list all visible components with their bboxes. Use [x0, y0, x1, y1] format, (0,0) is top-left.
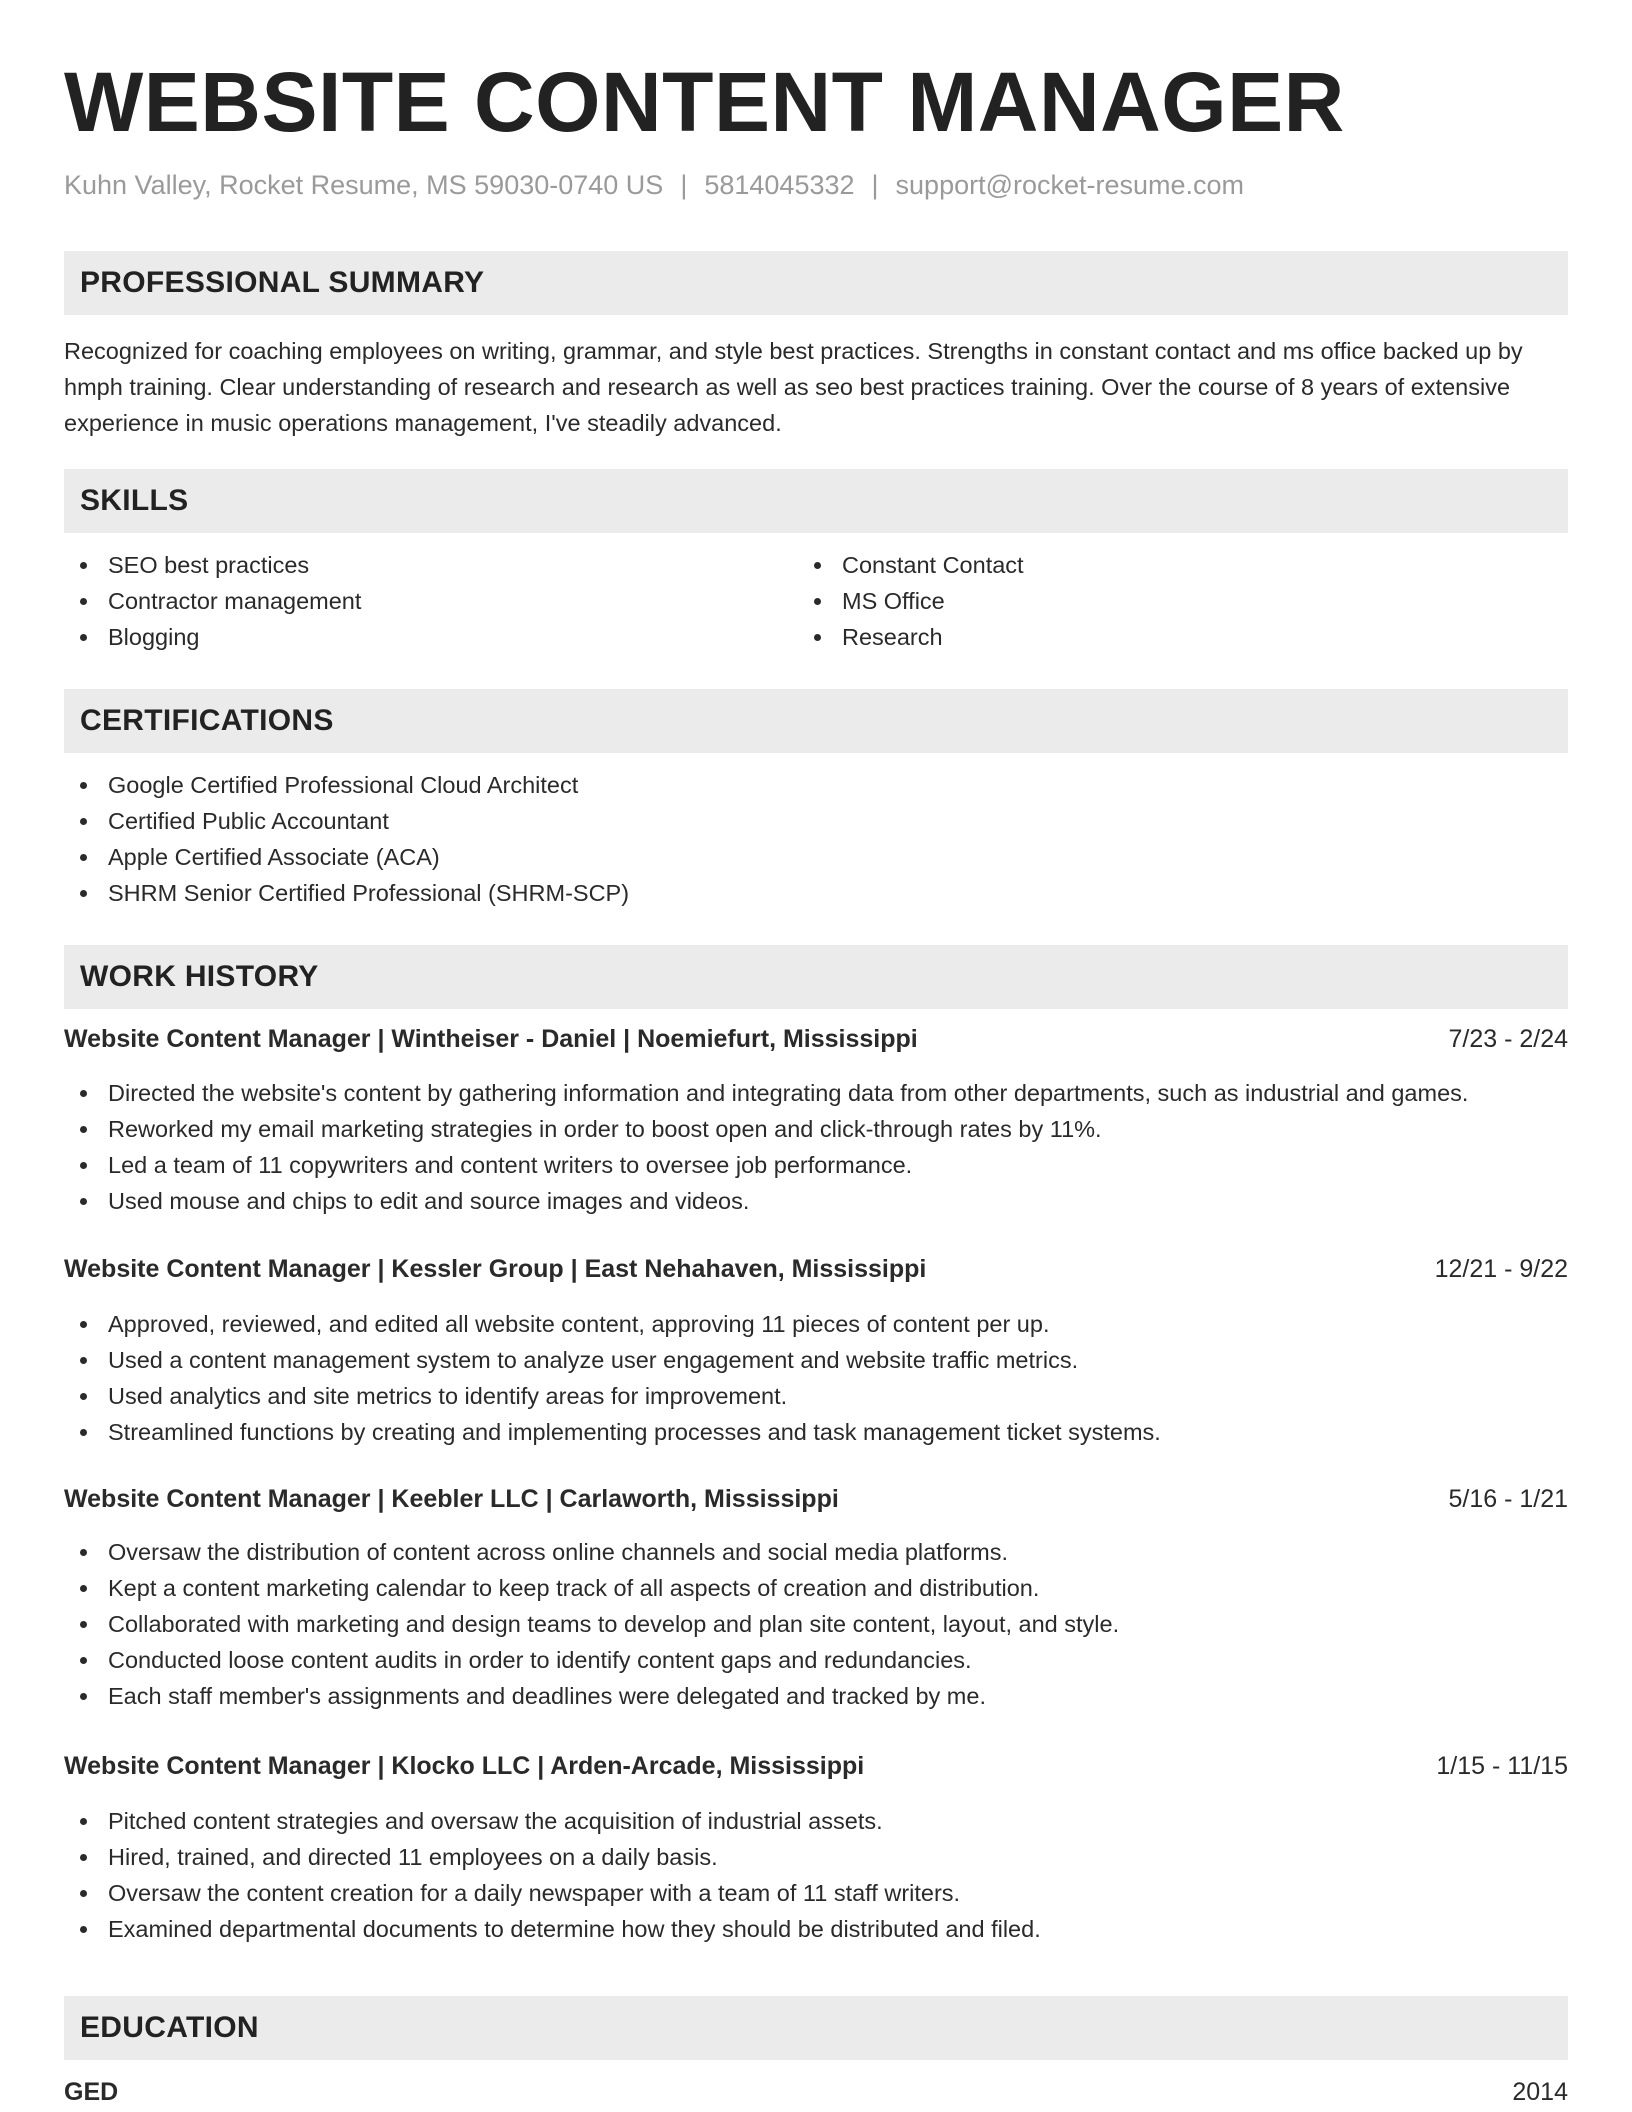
contact-address: Kuhn Valley, Rocket Resume, MS 59030-0740 US	[64, 170, 664, 200]
job-bullet: Approved, reviewed, and edited all website content, approving 11 pieces of content per up.	[64, 1306, 1161, 1342]
job-dates: 7/23 - 2/24	[1448, 1025, 1568, 1053]
job-title: Website Content Manager | Wintheiser - Daniel | Noemiefurt, Mississippi	[64, 1025, 918, 1053]
job-bullet: Led a team of 11 copywriters and content writers to oversee job performance.	[64, 1147, 1468, 1183]
job-bullets	[64, 1803, 1041, 1947]
certification-item: Certified Public Accountant	[64, 803, 629, 839]
contact-separator: |	[680, 170, 688, 200]
section-header-summary	[64, 251, 1568, 315]
contact-phone: 5814045332	[704, 170, 855, 200]
job-title: Website Content Manager | Keebler LLC | Carlaworth, Mississippi	[64, 1485, 839, 1513]
section-header-work-history	[64, 945, 1568, 1009]
job-dates: 5/16 - 1/21	[1448, 1485, 1568, 1513]
section-header-education	[64, 1996, 1568, 2060]
job-bullets	[64, 1075, 1468, 1219]
job-bullet: Oversaw the content creation for a daily newspaper with a team of 11 staff writers.	[64, 1875, 1041, 1911]
section-title-work-history: WORK HISTORY	[80, 960, 319, 993]
job-dates: 1/15 - 11/15	[1436, 1752, 1568, 1780]
skill-item: SEO best practices	[64, 547, 361, 583]
job-bullet: Directed the website's content by gathering information and integrating data from other departments, such as industrial and games.	[64, 1075, 1468, 1111]
job-bullet: Used mouse and chips to edit and source images and videos.	[64, 1183, 1468, 1219]
job-bullet: Kept a content marketing calendar to keep track of all aspects of creation and distribution.	[64, 1570, 1119, 1606]
job-bullets	[64, 1534, 1119, 1714]
job-bullet: Oversaw the distribution of content across online channels and social media platforms.	[64, 1534, 1119, 1570]
job-bullet: Reworked my email marketing strategies in order to boost open and click-through rates by 11%.	[64, 1111, 1468, 1147]
job-dates: 12/21 - 9/22	[1434, 1255, 1568, 1283]
certification-item: Apple Certified Associate (ACA)	[64, 839, 629, 875]
job-bullet: Each staff member's assignments and deadlines were delegated and tracked by me.	[64, 1678, 1119, 1714]
education-degree: GED	[64, 2078, 119, 2106]
job-bullet: Pitched content strategies and oversaw the acquisition of industrial assets.	[64, 1803, 1041, 1839]
contact-separator: |	[871, 170, 879, 200]
resume-name: WEBSITE CONTENT MANAGER	[64, 55, 1345, 149]
education-year: 2014	[1512, 2078, 1568, 2106]
job-bullet: Used a content management system to analyze user engagement and website traffic metrics.	[64, 1342, 1161, 1378]
skill-item: Research	[798, 619, 1024, 655]
job-title: Website Content Manager | Kessler Group | East Nehahaven, Mississippi	[64, 1255, 927, 1283]
certification-item: Google Certified Professional Cloud Architect	[64, 767, 629, 803]
section-title-skills: SKILLS	[80, 484, 189, 517]
skill-item: Blogging	[64, 619, 361, 655]
job-bullet: Hired, trained, and directed 11 employees on a daily basis.	[64, 1839, 1041, 1875]
job-bullet: Collaborated with marketing and design teams to develop and plan site content, layout, and style.	[64, 1606, 1119, 1642]
skill-item: Constant Contact	[798, 547, 1024, 583]
section-header-skills	[64, 469, 1568, 533]
certifications-list	[64, 767, 629, 911]
section-title-education: EDUCATION	[80, 2011, 259, 2044]
skill-item: Contractor management	[64, 583, 361, 619]
job-bullet: Streamlined functions by creating and implementing processes and task management ticket systems.	[64, 1414, 1161, 1450]
job-bullets	[64, 1306, 1161, 1450]
section-header-certifications	[64, 689, 1568, 753]
summary-text: Recognized for coaching employees on writing, grammar, and style best practices. Strengths in constant contact and ms office backed up by hmph training. Clear understanding of research and research as well as seo best practices training. Over the course of 8 years of extensive experience in music operations management, I've steadily advanced.	[64, 338, 1523, 436]
job-bullet: Examined departmental documents to determine how they should be distributed and filed.	[64, 1911, 1041, 1947]
certification-item: SHRM Senior Certified Professional (SHRM-SCP)	[64, 875, 629, 911]
skills-list-left	[64, 547, 361, 655]
contact-line	[64, 165, 1244, 205]
job-title: Website Content Manager | Klocko LLC | Arden-Arcade, Mississippi	[64, 1752, 865, 1780]
job-bullet: Used analytics and site metrics to identify areas for improvement.	[64, 1378, 1161, 1414]
contact-email: support@rocket-resume.com	[895, 170, 1245, 200]
skill-item: MS Office	[798, 583, 1024, 619]
section-title-summary: PROFESSIONAL SUMMARY	[80, 266, 485, 299]
section-title-certifications: CERTIFICATIONS	[80, 704, 334, 737]
skills-list-right	[798, 547, 1024, 655]
job-bullet: Conducted loose content audits in order to identify content gaps and redundancies.	[64, 1642, 1119, 1678]
